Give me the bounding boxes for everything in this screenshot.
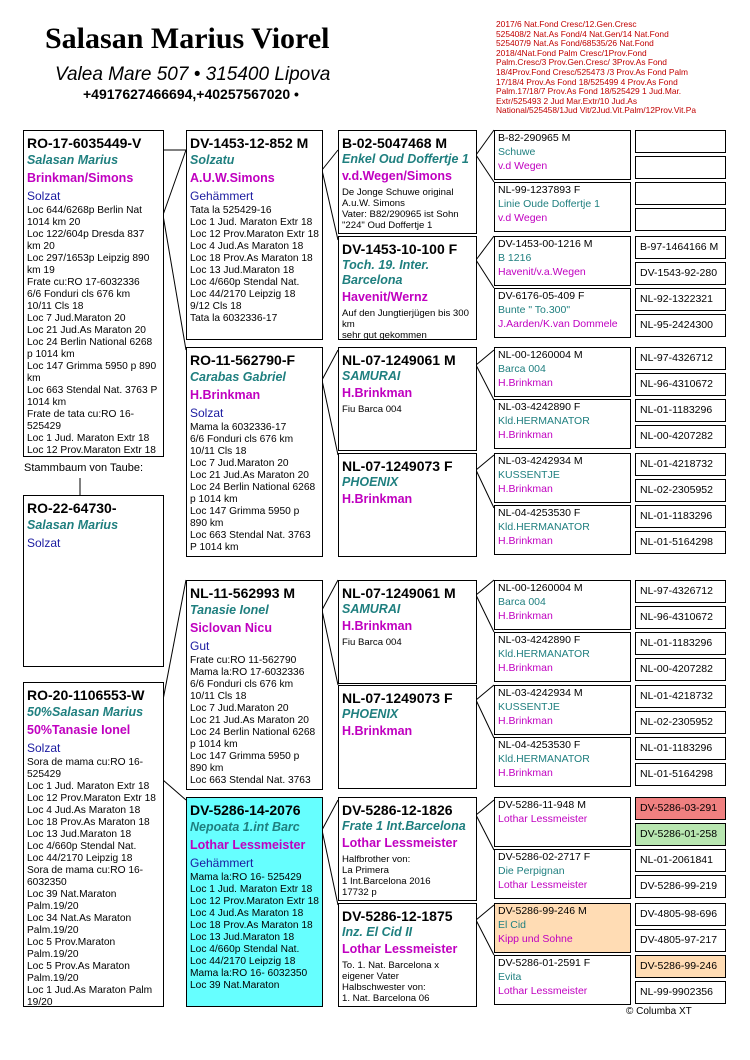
pigeon-name: Toch. 19. Inter. Barcelona (342, 258, 430, 287)
ring-number: DV-6176-05-409 F (498, 290, 585, 302)
pigeon-name: KUSSENTJE (498, 469, 560, 481)
ring-number: NL-95-2424300 (640, 319, 713, 331)
breeder: H.Brinkman (190, 388, 261, 402)
ring-number: B-97-1464166 M (640, 241, 719, 253)
ring-number: B-02-5047468 M (342, 135, 448, 151)
gg-grandparent-card[interactable] (635, 955, 726, 978)
pigeon-name: Carabas Gabriel (190, 370, 286, 384)
ring-number: DV-4805-97-217 (640, 934, 718, 946)
ring-number: NL-01-5164298 (640, 536, 713, 548)
breeder: v.d Wegen (498, 212, 548, 224)
color: Solzat (27, 189, 61, 203)
breeder: H.Brinkman (498, 377, 553, 389)
pigeon-name: SAMURAI (342, 602, 401, 616)
great-grandparent-card[interactable] (494, 955, 631, 1005)
breeder: Havenit/Wernz (342, 290, 428, 304)
pigeon-name: Bunte " To.300" (498, 304, 571, 316)
pigeon-name: Salasan Marius (27, 153, 119, 167)
info-text: De Jonge Schuwe original A.u.W. Simons Vater: B82/290965 ist Sohn "224" Oud Doffertje 1 (342, 187, 459, 231)
ring-number: RO-20-1106553-W (27, 687, 145, 703)
dam-line-subject-card[interactable] (23, 682, 164, 1007)
breeder: H.Brinkman (498, 610, 553, 622)
pigeon-name: Schuwe (498, 146, 536, 158)
pigeon-name: B 1216 (498, 252, 532, 264)
breeder: H.Brinkman (342, 386, 413, 400)
breeder: A.U.W.Simons (190, 171, 275, 185)
breeder: H.Brinkman (342, 724, 413, 738)
ring-number: NL-03-4242934 M (498, 455, 583, 467)
great-grandparent-card[interactable] (494, 453, 631, 503)
ring-number: NL-01-5164298 (640, 768, 713, 780)
ring-number: NL-01-1183296 (640, 742, 713, 754)
ring-number: NL-03-4242890 F (498, 634, 581, 646)
breeder: Lothar Lessmeister (190, 838, 306, 852)
ring-number: NL-01-2061841 (640, 854, 713, 866)
result-line: 18/4Prov.Fond Cresc/525473 /3 Prov.As Fond Palm (496, 66, 688, 77)
ring-number: DV-1453-12-852 M (190, 135, 309, 151)
gg-grandparent-card[interactable] (635, 262, 726, 285)
pigeon-name: Inz. El Cid II (342, 925, 413, 939)
ring-number: NL-07-1249073 F (342, 458, 453, 474)
great-grandparent-card[interactable] (494, 130, 631, 180)
ring-number: NL-01-4218732 (640, 690, 713, 702)
owner-address: Valea Mare 507 • 315400 Lipova (55, 64, 331, 85)
ring-number: NL-07-1249073 F (342, 690, 453, 706)
ring-number: NL-96-4310672 (640, 611, 713, 623)
info-text: To. 1. Nat. Barcelona x eigener Vater Halbschwester von: 1. Nat. Barcelona 06 (342, 960, 440, 1004)
ring-number: DV-1453-00-1216 M (498, 238, 593, 250)
pigeon-name: Salasan Marius (27, 518, 119, 532)
result-line: 2018/4Nat.Fond Palm Cresc/1Prov.Fond (496, 47, 647, 58)
gg-grandparent-card[interactable] (635, 479, 726, 502)
color: Solzat (190, 406, 224, 420)
gg-grandparent-card[interactable] (635, 929, 726, 952)
ring-number: DV-5286-14-2076 (190, 802, 301, 818)
sire2-card[interactable] (186, 580, 323, 790)
gg-grandparent-card[interactable] (635, 685, 726, 708)
owner-phone: +4917627466694,+40257567020 • (83, 86, 299, 102)
ring-number: NL-99-1237893 F (498, 184, 581, 196)
result-line: 2017/6 Nat.Fond Cresc/12.Gen.Cresc (496, 19, 637, 29)
gg-grandparent-card[interactable] (635, 373, 726, 396)
ring-number: RO-17-6035449-V (27, 135, 142, 151)
stammbaum-label: Stammbaum von Taube: (24, 462, 144, 474)
breeder: Lothar Lessmeister (498, 985, 588, 997)
breeder: Lothar Lessmeister (498, 813, 588, 825)
ring-number: DV-5286-12-1826 (342, 802, 453, 818)
breeder: v.d Wegen (498, 160, 548, 172)
gg-grandparent-card[interactable] (635, 823, 726, 846)
grandparent-card[interactable] (338, 580, 477, 684)
result-line: National/525458/1Jud Vit/2Jud.Vit.Palm/12Prov.Vit.Pa (496, 105, 697, 116)
ring-number: DV-5286-12-1875 (342, 908, 453, 924)
info-text: Loc 644/6268p Berlin Nat 1014 km 20 Loc 122/604p Dresda 837 km 20 Loc 297/1653p Leipzig 890 km 19 Frate cu:RO 17-6032336 6/6 Fonduri cls 676 km 10/11 Cls 18 Loc 7 Jud.Maraton 20 Loc 21 Jud.As Maraton 20 Loc 24 Berlin National 6268 p 1014 km Loc 147 Grimma 5950 p 890 km Loc 663 Stendal Nat. 3763 P 1014 km Frate de tata cu:RO 16-525429 Loc 1 Jud. Maraton Extr 18 Loc 12 Prov.Maraton Extr 18 (27, 205, 158, 456)
pigeon-name: Kld.HERMANATOR (498, 415, 590, 427)
ring-number: DV-1453-10-100 F (342, 241, 458, 257)
ring-number: NL-97-4326712 (640, 352, 713, 364)
pigeon-name: Kld.HERMANATOR (498, 648, 590, 660)
ring-number: NL-01-1183296 (640, 510, 713, 522)
ring-number: NL-04-4253530 F (498, 507, 581, 519)
gg-grandparent-card[interactable] (635, 875, 726, 898)
pigeon-name: Nepoata 1.int Barc (190, 820, 300, 834)
great-grandparent-card[interactable] (494, 737, 631, 787)
breeder: H.Brinkman (498, 662, 553, 674)
info-text: Fiu Barca 004 (342, 404, 402, 415)
ring-number: NL-07-1249061 M (342, 585, 456, 601)
breeder: Lothar Lessmeister (498, 879, 588, 891)
great-grandparent-card[interactable] (494, 347, 631, 397)
pigeon-name: Frate 1 Int.Barcelona (342, 819, 466, 833)
breeder: H.Brinkman (498, 767, 553, 779)
ring-number: DV-5286-11-948 M (498, 799, 586, 811)
great-grandparent-card[interactable] (494, 182, 631, 232)
result-line: 17/18/4 Prov.As Fond 18/525499 4 Prov.As Fond (496, 76, 678, 87)
gg-grandparent-card[interactable] (635, 658, 726, 681)
subject-card[interactable] (23, 130, 164, 457)
breeder: Brinkman/Simons (27, 171, 134, 185)
breeder: H.Brinkman (498, 715, 553, 727)
ring-number: NL-01-1183296 (640, 637, 713, 649)
owner-name: Salasan Marius Viorel (45, 22, 330, 55)
pigeon-name: Tanasie Ionel (190, 603, 269, 617)
breeder: Lothar Lessmeister (342, 836, 458, 850)
gg-grandparent-card[interactable] (635, 347, 726, 370)
gg-grandparent-card[interactable] (635, 182, 726, 205)
pigeon-name: Solzatu (190, 153, 235, 167)
gg-grandparent-card[interactable] (635, 797, 726, 820)
breeder: H.Brinkman (342, 492, 413, 506)
great-grandparent-card[interactable] (494, 580, 631, 630)
dam-card[interactable] (186, 347, 323, 557)
pigeon-name: El Cid (498, 919, 527, 931)
breeder: 50%Tanasie Ionel (27, 723, 131, 737)
grandparent-card[interactable] (338, 236, 477, 340)
ring-number: NL-01-1183296 (640, 404, 713, 416)
great-grandparent-card[interactable] (494, 236, 631, 286)
grandparent-card[interactable] (338, 347, 477, 451)
info-text: Mama la:RO 16- 525429 Loc 1 Jud. Maraton Extr 18 Loc 12 Prov.Maraton Extr 18 Loc 4 Jud.As Maraton 18 Loc 18 Prov.As Maraton 18 Loc 13 Jud.Maraton 18 Loc 4/660p Stendal Nat. Loc 44/2170 Leipzig 18 Mama la:RO 16- 6032350 Loc 39 Nat.Maraton (190, 872, 319, 991)
pigeon-name: Barca 004 (498, 596, 546, 608)
great-grandparent-card[interactable] (494, 685, 631, 735)
ring-number: NL-00-4207282 (640, 663, 713, 675)
great-grandparent-card[interactable] (494, 849, 631, 899)
gg-grandparent-card[interactable] (635, 156, 726, 179)
ring-number: NL-11-562993 M (190, 585, 296, 601)
gg-grandparent-card[interactable] (635, 981, 726, 1004)
gg-grandparent-card[interactable] (635, 632, 726, 655)
sire-card[interactable] (186, 130, 323, 340)
ring-number: DV-4805-98-696 (640, 908, 718, 920)
great-grandparent-card[interactable] (494, 903, 631, 953)
great-grandparent-card[interactable] (494, 797, 631, 847)
ring-number: RO-22-64730- (27, 500, 117, 516)
breeder: H.Brinkman (498, 483, 553, 495)
gg-grandparent-card[interactable] (635, 236, 726, 259)
breeder: v.d.Wegen/Simons (342, 169, 452, 183)
breeder: Siclovan Nicu (190, 621, 272, 635)
grandparent-card[interactable] (338, 903, 477, 1007)
gg-grandparent-card[interactable] (635, 580, 726, 603)
gg-grandparent-card[interactable] (635, 903, 726, 926)
breeder: H.Brinkman (342, 619, 413, 633)
ring-number: NL-96-4310672 (640, 378, 713, 390)
pigeon-name: Evita (498, 971, 522, 983)
gg-grandparent-card[interactable] (635, 737, 726, 760)
gg-grandparent-card[interactable] (635, 314, 726, 337)
ring-number: DV-5286-99-219 (640, 880, 718, 892)
gg-grandparent-card[interactable] (635, 130, 726, 153)
dam2-card[interactable] (186, 797, 323, 1007)
breeder: Kipp und Sohne (498, 933, 573, 945)
info-text: Tata la 525429-16 Loc 1 Jud. Maraton Extr 18 Loc 12 Prov.Maraton Extr 18 Loc 4 Jud.As Maraton 18 Loc 18 Prov.As Maraton 18 Loc 13 Jud.Maraton 18 Loc 4/660p Stendal Nat. Loc 44/2170 Leipzig 18 9/12 Cls 18 Tata la 6032336-17 (190, 205, 319, 324)
great-grandparent-card[interactable] (494, 399, 631, 449)
other-pigeon-card[interactable] (23, 495, 164, 667)
color: Gehämmert (190, 189, 254, 203)
color: Gehämmert (190, 856, 254, 870)
info-text: Frate cu:RO 11-562790 Mama la:RO 17-6032336 6/6 Fonduri cls 676 km 10/11 Cls 18 Loc 7 Jud.Maraton 20 Loc 21 Jud.As Maraton 20 Loc 24 Berlin National 6268 p 1014 km Loc 147 Grimma 5950 p 890 km Loc 663 Stendal Nat. 3763 (190, 655, 316, 786)
breeder: H.Brinkman (498, 429, 553, 441)
gg-grandparent-card[interactable] (635, 849, 726, 872)
pigeon-name: PHOENIX (342, 475, 399, 489)
pigeon-name: Barca 004 (498, 363, 546, 375)
ring-number: NL-01-4218732 (640, 458, 713, 470)
ring-number: B-82-290965 M (498, 132, 571, 144)
ring-number: NL-07-1249061 M (342, 352, 456, 368)
ring-number: NL-00-1260004 M (498, 349, 583, 361)
ring-number: NL-04-4253530 F (498, 739, 581, 751)
gg-grandparent-card[interactable] (635, 288, 726, 311)
ring-number: DV-5286-99-246 M (498, 905, 587, 917)
gg-grandparent-card[interactable] (635, 711, 726, 734)
ring-number: NL-00-4207282 (640, 430, 713, 442)
gg-grandparent-card[interactable] (635, 531, 726, 554)
pigeon-name: SAMURAI (342, 369, 401, 383)
breeder: Lothar Lessmeister (342, 942, 458, 956)
info-text: Auf den Jungtierjügen bis 300 km sehr gut gekommen (342, 308, 469, 340)
pigeon-name: Linie Oude Doffertje 1 (498, 198, 600, 210)
grandparent-card[interactable] (338, 130, 477, 234)
breeder: J.Aarden/K.van Dommele (498, 318, 618, 330)
info-text: Halfbrother von: La Primera 1 Int.Barcelona 2016 17732 p (342, 854, 431, 898)
color: Solzat (27, 741, 61, 755)
color: Solzat (27, 536, 61, 550)
great-grandparent-card[interactable] (494, 505, 631, 555)
info-text: Fiu Barca 004 (342, 637, 402, 648)
color: Gut (190, 639, 210, 653)
ring-number: NL-03-4242934 M (498, 687, 583, 699)
gg-grandparent-card[interactable] (635, 399, 726, 422)
ring-number: DV-5286-99-246 (640, 960, 718, 972)
copyright: © Columba XT (626, 1006, 692, 1017)
ring-number: DV-5286-01-258 (640, 828, 718, 840)
gg-grandparent-card[interactable] (635, 763, 726, 786)
ring-number: NL-99-9902356 (640, 986, 713, 998)
grandparent-card[interactable] (338, 797, 477, 901)
result-line: Palm.17/18/7 Prov.As Fond 18/525429 1 Jud.Mar. (496, 86, 682, 97)
breeder: H.Brinkman (498, 535, 553, 547)
gg-grandparent-card[interactable] (635, 425, 726, 448)
result-line: 525407/9 Nat.As Fond/68535/26 Nat.Fond (496, 38, 654, 49)
ring-number: NL-02-2305952 (640, 716, 713, 728)
info-text: Mama la 6032336-17 6/6 Fonduri cls 676 km 10/11 Cls 18 Loc 7 Jud.Maraton 20 Loc 21 Jud.As Maraton 20 Loc 24 Berlin National 6268 p 1014 km Loc 147 Grimma 5950 p 890 km Loc 663 Stendal Nat. 3763 P 1014 km (190, 422, 316, 553)
ring-number: NL-92-1322321 (640, 293, 713, 305)
breeder: Havenit/v.a.Wegen (498, 266, 586, 278)
ring-number: RO-11-562790-F (190, 352, 296, 368)
gg-grandparent-card[interactable] (635, 208, 726, 231)
result-line: Palm.Cresc/3 Prov.Gen.Cresc/ 3Prov.As Fond (496, 57, 667, 68)
great-grandparent-card[interactable] (494, 288, 631, 338)
pigeon-name: Die Perpignan (498, 865, 565, 877)
great-grandparent-card[interactable] (494, 632, 631, 682)
result-line: 525408/2 Nat.As Fond/4 Nat.Gen/14 Nat.Fond (496, 28, 669, 39)
pigeon-name: PHOENIX (342, 707, 399, 721)
ring-number: NL-02-2305952 (640, 484, 713, 496)
gg-grandparent-card[interactable] (635, 453, 726, 476)
ring-number: NL-00-1260004 M (498, 582, 583, 594)
pigeon-name: Kld.HERMANATOR (498, 521, 590, 533)
pigeon-name: 50%Salasan Marius (27, 705, 144, 719)
gg-grandparent-card[interactable] (635, 505, 726, 528)
ring-number: NL-97-4326712 (640, 585, 713, 597)
ring-number: DV-5286-02-2717 F (498, 851, 591, 863)
ring-number: DV-1543-92-280 (640, 267, 718, 279)
info-text: Sora de mama cu:RO 16-525429 Loc 1 Jud. Maraton Extr 18 Loc 12 Prov.Maraton Extr 18 Loc 4 Jud.As Maraton 18 Loc 18 Prov.As Maraton 18 Loc 13 Jud.Maraton 18 Loc 4/660p Stendal Nat. Loc 44/2170 Leipzig 18 Sora de mama cu:RO 16-6032350 Loc 39 Nat.Maraton Palm.19/20 Loc 34 Nat.As Maraton Palm.19/20 Loc 5 Prov.Maraton Palm.19/20 Loc 5 Prov.As Maraton Palm.19/20 Loc 1 Jud.As Maraton Palm 19/20 (27, 757, 156, 1007)
gg-grandparent-card[interactable] (635, 606, 726, 629)
result-line: Extr/525493 2 Jud Mar.Extr/10 Jud.As (496, 95, 638, 106)
ring-number: NL-03-4242890 F (498, 401, 581, 413)
ring-number: DV-5286-03-291 (640, 802, 718, 814)
pigeon-name: Enkel Oud Doffertje 1 (342, 152, 469, 166)
grandparent-card[interactable] (338, 685, 477, 789)
grandparent-card[interactable] (338, 453, 477, 557)
pigeon-name: KUSSENTJE (498, 701, 560, 713)
ring-number: DV-5286-01-2591 F (498, 957, 591, 969)
pigeon-name: Kld.HERMANATOR (498, 753, 590, 765)
